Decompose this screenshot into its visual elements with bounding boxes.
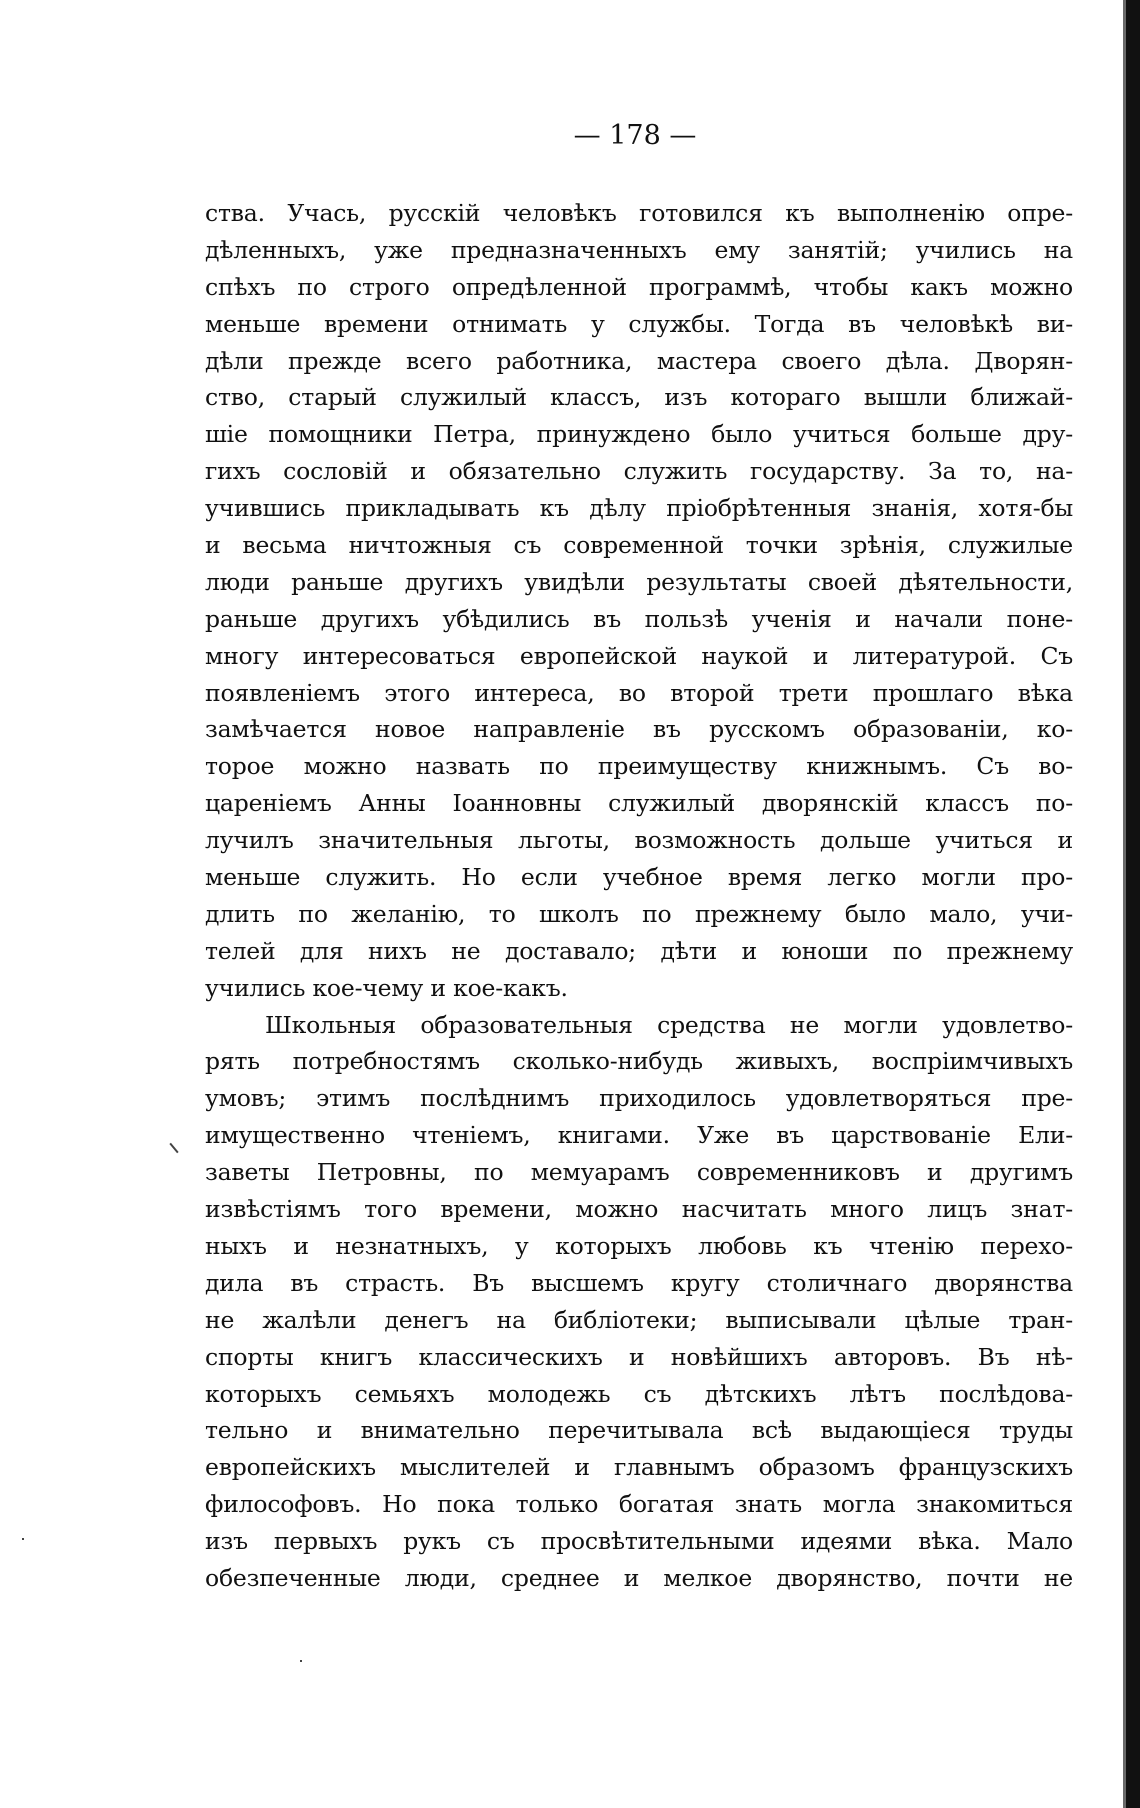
text-line: телей для нихъ не доставало; дѣти и юноши по прежнему <box>205 936 1073 965</box>
text-line: раньше другихъ убѣдились въ пользѣ ученія и начали поне- <box>205 604 1073 633</box>
scan-edge-shadow <box>1126 0 1140 1808</box>
text-line: рять потребностямъ сколько-нибудь живыхъ, воспріимчивыхъ <box>205 1047 1073 1076</box>
text-line: извѣстіямъ того времени, можно насчитать много лицъ знат- <box>205 1195 1073 1224</box>
body-text <box>205 195 1073 1597</box>
scan-speck <box>300 1660 302 1662</box>
text-line: учились кое-чему и кое-какъ. <box>205 973 568 1002</box>
scan-speck <box>22 1538 24 1540</box>
text-line: лучилъ значительныя льготы, возможность дольше учиться и <box>205 826 1073 855</box>
text-line: ства. Учась, русскій человѣкъ готовился къ выполненію опре- <box>205 199 1073 227</box>
text-line: тельно и внимательно перечитывала всѣ выдающіеся труды <box>205 1416 1073 1445</box>
scan-speck <box>169 1143 178 1153</box>
text-line: торое можно назвать по преимуществу книжнымъ. Съ во- <box>205 752 1073 781</box>
text-line: длить по желанію, то школъ по прежнему было мало, учи- <box>205 899 1073 928</box>
text-line: учившись прикладывать къ дѣлу пріобрѣтенныя знанія, хотя-бы <box>205 494 1073 523</box>
text-line: ныхъ и незнатныхъ, у которыхъ любовь къ чтенію перехо- <box>205 1231 1073 1260</box>
text-line: не жалѣли денегъ на библіотеки; выписывали цѣлые тран- <box>205 1305 1073 1334</box>
text-line: изъ первыхъ рукъ съ просвѣтительными идеями вѣка. Мало <box>205 1527 1073 1556</box>
text-line: меньше служить. Но если учебное время легко могли про- <box>205 863 1073 892</box>
text-line: заветы Петровны, по мемуарамъ современниковъ и другимъ <box>205 1158 1073 1187</box>
text-line: ство, старый служилый классъ, изъ котораго вышли ближай- <box>205 383 1073 412</box>
text-line: дѣли прежде всего работника, мастера своего дѣла. Дворян- <box>205 346 1073 375</box>
text-line: спѣхъ по строго опредѣленной программѣ, чтобы какъ можно <box>205 272 1073 301</box>
text-line: меньше времени отнимать у службы. Тогда въ человѣкѣ ви- <box>205 309 1073 338</box>
text-line: обезпеченные люди, среднее и мелкое дворянство, почти не <box>205 1563 1073 1592</box>
text-line: люди раньше другихъ увидѣли результаты своей дѣятельности, <box>205 567 1073 596</box>
text-line: европейскихъ мыслителей и главнымъ образомъ французскихъ <box>205 1453 1073 1482</box>
text-line: спорты книгъ классическихъ и новѣйшихъ авторовъ. Въ нѣ- <box>205 1342 1073 1371</box>
page-number: — 178 — <box>573 120 697 151</box>
text-line: шіе помощники Петра, принуждено было учиться больше дру- <box>205 420 1073 449</box>
text-line: цареніемъ Анны Іоанновны служилый дворянскій классъ по- <box>205 789 1073 818</box>
text-line: многу интересоваться европейской наукой и литературой. Съ <box>205 641 1073 670</box>
text-line: и весьма ничтожныя съ современной точки зрѣнія, служилые <box>205 531 1073 560</box>
text-line: философовъ. Но пока только богатая знать могла знакомиться <box>205 1490 1073 1519</box>
text-line: гихъ сословій и обязательно служить государству. За то, на- <box>205 457 1073 486</box>
text-line: дѣленныхъ, уже предназначенныхъ ему занятій; учились на <box>205 235 1073 264</box>
text-line: умовъ; этимъ послѣднимъ приходилось удовлетворяться пре- <box>205 1084 1073 1113</box>
text-line: появленіемъ этого интереса, во второй трети прошлаго вѣка <box>205 678 1073 707</box>
text-line: дила въ страсть. Въ высшемъ кругу столичнаго дворянства <box>205 1268 1073 1297</box>
text-line: имущественно чтеніемъ, книгами. Уже въ царствованіе Ели- <box>205 1121 1073 1150</box>
text-line: Школьныя образовательныя средства не могли удовлетво- <box>265 1010 1073 1039</box>
scan-edge-gray <box>1123 0 1126 1808</box>
text-line: которыхъ семьяхъ молодежь съ дѣтскихъ лѣтъ послѣдова- <box>205 1379 1073 1408</box>
text-line: замѣчается новое направленіе въ русскомъ образованіи, ко- <box>205 715 1073 744</box>
